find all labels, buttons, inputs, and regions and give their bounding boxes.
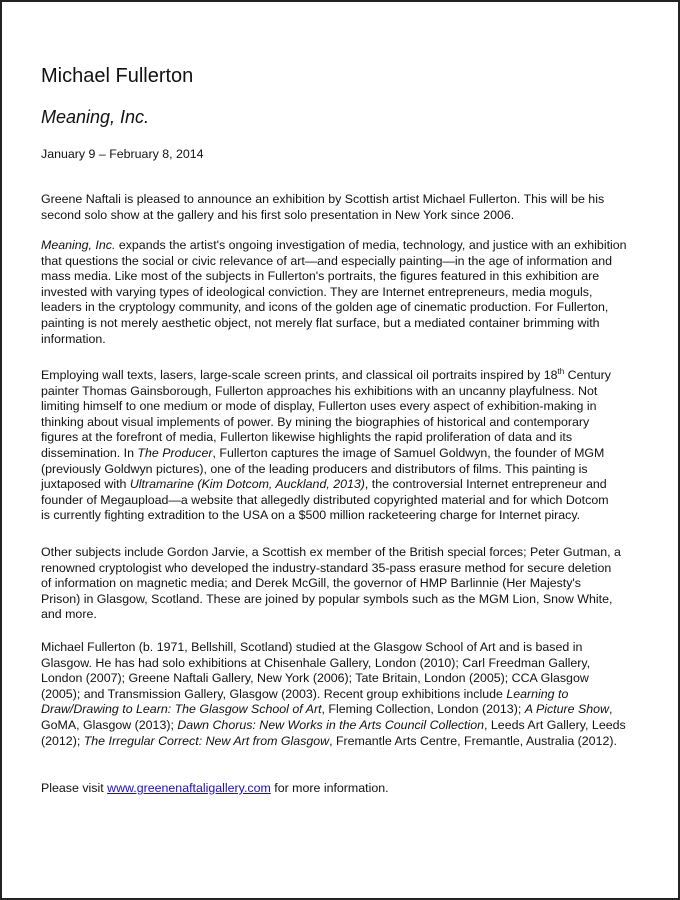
- text-run: dissemination. In: [41, 445, 138, 460]
- text-line: Prison) in Glasgow, Scotland. These are joined by popular symbols such as the MGM Lion, Snow White,: [41, 591, 613, 606]
- text-run: GoMA, Glasgow (2013);: [41, 717, 178, 732]
- text-run: , Fremantle Arts Centre, Fremantle, Australia (2012).: [329, 733, 617, 748]
- text-line: founder of Megaupload—a website that allegedly distributed copyrighted material and for which Dotcom: [41, 492, 609, 507]
- italic-exhibition-title: Meaning, Inc.: [41, 238, 116, 252]
- text-line: and more.: [41, 607, 97, 622]
- text-run: Please visit: [41, 781, 108, 795]
- exhibition-title: Meaning, Inc.: [41, 107, 150, 127]
- text-line: limiting himself to one medium or mode of display, Fullerton uses every aspect of exhibition-making in: [41, 399, 597, 414]
- text-line: renowned cryptologist who developed the industry-standard 35-pass erasure method for secure deletion: [41, 560, 612, 575]
- footer-paragraph: [41, 781, 646, 797]
- intro-paragraph: [41, 192, 646, 223]
- text-line: mass media. Like most of the subjects in Fullerton's portraits, the figures featured in this exhibition are: [41, 269, 600, 284]
- gallery-website-link[interactable]: www.greenenaftaligallery.com: [107, 781, 271, 795]
- text-line: [41, 734, 646, 750]
- text-run: Employing wall texts, lasers, large-scale screen prints, and classical oil portraits inspired by 18: [41, 368, 558, 382]
- text-run: , Leeds Art Gallery, Leeds: [484, 717, 626, 732]
- italic-exhibition-title: Learning to: [506, 686, 569, 701]
- italic-exhibition-title: The Irregular Correct: New Art from Glasgow: [83, 733, 330, 748]
- text-line: is currently fighting extradition to the USA on a $500 million racketeering charge for Internet piracy.: [41, 508, 581, 523]
- text-line: Michael Fullerton (b. 1971, Bellshill, Scotland) studied at the Glasgow School of Art and is based in: [41, 640, 583, 654]
- works-paragraph: [41, 368, 646, 524]
- text-line: information.: [41, 331, 106, 346]
- text-line: that questions the social or civic relevance of art—and especially painting—in the age of information and: [41, 253, 612, 268]
- exhibition-description-paragraph: [41, 238, 646, 347]
- text-line: [41, 368, 646, 384]
- text-run: Century: [564, 368, 611, 382]
- text-line: [41, 718, 646, 734]
- text-line: [41, 238, 646, 254]
- text-line: [41, 687, 646, 703]
- text-line: [41, 702, 646, 718]
- artist-name: Michael Fullerton: [41, 65, 194, 87]
- italic-exhibition-title: Draw/Drawing to Learn: The Glasgow School of Art: [41, 702, 322, 717]
- text-run: (2005); and Transmission Gallery, Glasgow (2003). Recent group exhibitions include: [41, 686, 507, 701]
- italic-exhibition-title: Dawn Chorus: New Works in the Arts Council Collection: [177, 717, 485, 732]
- italic-work-title: The Producer: [137, 445, 213, 460]
- text-line: Glasgow. He has had solo exhibitions at Chisenhale Gallery, London (2010); Carl Freedman Gallery,: [41, 655, 591, 670]
- text-line: London (2007); Greene Naftali Gallery, New York (2006); Tate Britain, London (2005); CCA Glasgow: [41, 671, 589, 686]
- text-line: second solo show at the gallery and his first solo presentation in New York since 2006.: [41, 207, 515, 222]
- text-run: , the controversial Internet entrepreneur and: [364, 477, 607, 492]
- superscript: th: [557, 366, 565, 376]
- text-run: for more information.: [270, 781, 389, 795]
- exhibition-dates: January 9 – February 8, 2014: [41, 147, 204, 161]
- text-run: ,: [608, 702, 613, 717]
- text-line: painter Thomas Gainsborough, Fullerton approaches his exhibitions with an uncanny playfulness. Not: [41, 383, 598, 398]
- text-line: thinking about visual implements of power. By mining the biographies of historical and contemporary: [41, 414, 590, 429]
- text-run: , Fleming Collection, London (2013);: [321, 702, 525, 717]
- text-line: (previously Goldwyn pictures), one of the leading producers and distributors of films. This painting is: [41, 461, 588, 476]
- text-line: leaders in the cryptology community, and icons of the golden age of cinematic production. For Fullerton,: [41, 300, 609, 315]
- subjects-paragraph: [41, 545, 646, 623]
- text-line: painting is not merely aesthetic object, not merely flat surface, but a mediated container brimming with: [41, 315, 600, 330]
- text-line: Greene Naftali is pleased to announce an exhibition by Scottish artist Michael Fullerton. This will be his: [41, 192, 605, 206]
- text-line: invested with varying types of ideological conviction. They are Internet entrepreneurs, media moguls,: [41, 284, 593, 299]
- text-line: [41, 477, 646, 493]
- italic-exhibition-title: A Picture Show: [524, 702, 609, 717]
- text-line: figures at the forefront of media, Fullerton likewise highlights the rapid proliferation of data and its: [41, 430, 573, 445]
- italic-work-title: Ultramarine (Kim Dotcom, Auckland, 2013): [129, 477, 365, 492]
- biography-paragraph: [41, 640, 646, 749]
- text-line: of information on magnetic media; and Derek McGill, the governor of HMP Barlinnie (Her Majesty's: [41, 576, 581, 591]
- text-run: (2012);: [41, 733, 84, 748]
- text-run: , Fullerton captures the image of Samuel Goldwyn, the founder of MGM: [212, 445, 605, 460]
- text-run: juxtaposed with: [41, 477, 130, 492]
- text-run: expands the artist's ongoing investigation of media, technology, and justice with an exhibition: [115, 238, 627, 252]
- text-line: [41, 446, 646, 462]
- text-line: Other subjects include Gordon Jarvie, a Scottish ex member of the British special forces; Peter Gutman, a: [41, 545, 621, 559]
